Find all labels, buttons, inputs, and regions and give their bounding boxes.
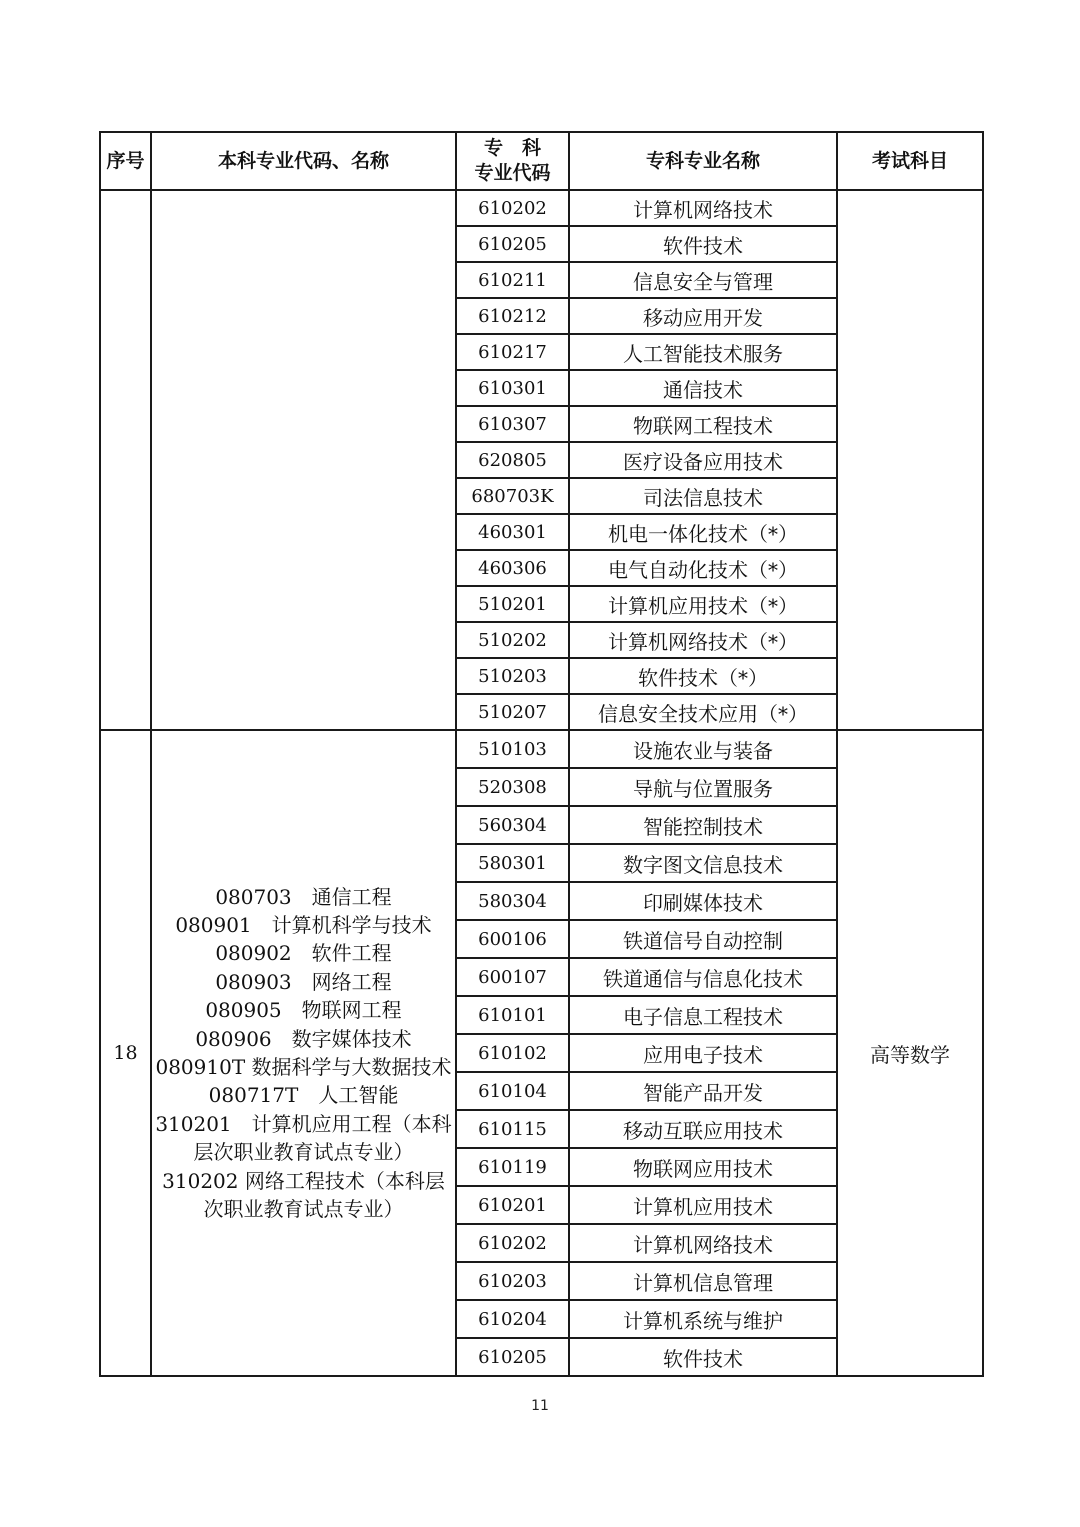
junior-major-code: 510203 bbox=[456, 658, 569, 694]
junior-major-name: 医疗设备应用技术 bbox=[569, 442, 837, 478]
bachelor-major-line: 310201 计算机应用工程（本科 bbox=[155, 1111, 452, 1136]
header-junior-code bbox=[456, 132, 569, 190]
header-seq: 序号 bbox=[100, 132, 151, 190]
header-subject: 考试科目 bbox=[837, 132, 983, 190]
junior-major-code: 510202 bbox=[456, 622, 569, 658]
header-junior-name: 专科专业名称 bbox=[569, 132, 837, 190]
junior-major-code: 460301 bbox=[456, 514, 569, 550]
junior-major-code: 510103 bbox=[456, 730, 569, 768]
bachelor-major-line: 080905 物联网工程 bbox=[205, 998, 402, 1023]
junior-major-name: 印刷媒体技术 bbox=[569, 882, 837, 920]
junior-major-name: 电气自动化技术（*） bbox=[569, 550, 837, 586]
junior-major-code: 600106 bbox=[456, 920, 569, 958]
junior-major-code: 520308 bbox=[456, 768, 569, 806]
junior-major-code: 610205 bbox=[456, 226, 569, 262]
junior-major-name: 电子信息工程技术 bbox=[569, 996, 837, 1034]
bachelor-majors-cell bbox=[151, 190, 456, 730]
junior-major-name: 计算机网络技术（*） bbox=[569, 622, 837, 658]
junior-major-code: 610203 bbox=[456, 1262, 569, 1300]
junior-major-name: 移动互联应用技术 bbox=[569, 1110, 837, 1148]
junior-major-name: 导航与位置服务 bbox=[569, 768, 837, 806]
table-header-row bbox=[100, 132, 983, 190]
junior-major-name: 智能控制技术 bbox=[569, 806, 837, 844]
junior-major-name: 计算机应用技术 bbox=[569, 1186, 837, 1224]
bachelor-majors-cell bbox=[151, 730, 456, 1376]
junior-major-name: 通信技术 bbox=[569, 370, 837, 406]
junior-major-name: 移动应用开发 bbox=[569, 298, 837, 334]
bachelor-major-line: 080902 软件工程 bbox=[215, 941, 392, 966]
junior-major-code: 680703K bbox=[456, 478, 569, 514]
bachelor-major-line: 080910T 数据科学与大数据技术 bbox=[155, 1055, 452, 1079]
junior-major-code: 610204 bbox=[456, 1300, 569, 1338]
header-bachelor: 本科专业代码、名称 bbox=[151, 132, 456, 190]
bachelor-major-line: 080901 计算机科学与技术 bbox=[175, 912, 432, 937]
junior-major-name: 智能产品开发 bbox=[569, 1072, 837, 1110]
junior-major-name: 信息安全技术应用（*） bbox=[569, 694, 837, 730]
junior-major-name: 铁道通信与信息化技术 bbox=[569, 958, 837, 996]
junior-major-code: 610202 bbox=[456, 190, 569, 226]
junior-major-name: 应用电子技术 bbox=[569, 1034, 837, 1072]
junior-major-name: 计算机网络技术 bbox=[569, 190, 837, 226]
bachelor-major-line: 310202 网络工程技术（本科层 bbox=[162, 1168, 445, 1193]
junior-major-code: 610119 bbox=[456, 1148, 569, 1186]
junior-major-name: 软件技术 bbox=[569, 226, 837, 262]
bachelor-major-line: 次职业教育试点专业） bbox=[203, 1197, 404, 1222]
exam-subject-cell: 高等数学 bbox=[837, 730, 983, 1376]
junior-major-code: 610211 bbox=[456, 262, 569, 298]
junior-major-name: 物联网工程技术 bbox=[569, 406, 837, 442]
junior-major-name: 设施农业与装备 bbox=[569, 730, 837, 768]
header-junior-code-line2: 专业代码 bbox=[474, 162, 551, 184]
bachelor-major-line: 080903 网络工程 bbox=[215, 969, 392, 994]
junior-major-name: 司法信息技术 bbox=[569, 478, 837, 514]
group-continued bbox=[100, 190, 983, 730]
junior-major-code: 510207 bbox=[456, 694, 569, 730]
exam-subject-cell bbox=[837, 190, 983, 730]
junior-major-name: 软件技术 bbox=[569, 1338, 837, 1376]
junior-major-code: 610307 bbox=[456, 406, 569, 442]
bachelor-major-line: 层次职业教育试点专业） bbox=[193, 1140, 414, 1165]
junior-major-name: 计算机信息管理 bbox=[569, 1262, 837, 1300]
junior-major-name: 信息安全与管理 bbox=[569, 262, 837, 298]
junior-major-code: 460306 bbox=[456, 550, 569, 586]
junior-major-code: 600107 bbox=[456, 958, 569, 996]
junior-major-code: 610212 bbox=[456, 298, 569, 334]
seq-cell: 18 bbox=[100, 730, 151, 1376]
seq-cell bbox=[100, 190, 151, 730]
junior-major-code: 620805 bbox=[456, 442, 569, 478]
junior-major-name: 铁道信号自动控制 bbox=[569, 920, 837, 958]
bachelor-major-line: 080717T 人工智能 bbox=[208, 1083, 399, 1108]
junior-major-code: 610101 bbox=[456, 996, 569, 1034]
junior-major-code: 610301 bbox=[456, 370, 569, 406]
major-table bbox=[99, 131, 984, 1377]
junior-major-code: 610201 bbox=[456, 1186, 569, 1224]
bachelor-major-line: 080703 通信工程 bbox=[215, 884, 392, 909]
bachelor-major-line: 080906 数字媒体技术 bbox=[195, 1026, 412, 1051]
junior-major-code: 610202 bbox=[456, 1224, 569, 1262]
junior-major-name: 计算机系统与维护 bbox=[569, 1300, 837, 1338]
junior-major-name: 计算机网络技术 bbox=[569, 1224, 837, 1262]
junior-major-code: 610205 bbox=[456, 1338, 569, 1376]
junior-major-name: 软件技术（*） bbox=[569, 658, 837, 694]
junior-major-name: 机电一体化技术（*） bbox=[569, 514, 837, 550]
table-row bbox=[100, 190, 983, 226]
junior-major-code: 560304 bbox=[456, 806, 569, 844]
junior-major-name: 物联网应用技术 bbox=[569, 1148, 837, 1186]
junior-major-name: 计算机应用技术（*） bbox=[569, 586, 837, 622]
page-number: 11 bbox=[531, 1398, 549, 1414]
header-junior-code-line1: 专 科 bbox=[483, 137, 541, 159]
junior-major-code: 580301 bbox=[456, 844, 569, 882]
junior-major-code: 610104 bbox=[456, 1072, 569, 1110]
junior-major-name: 人工智能技术服务 bbox=[569, 334, 837, 370]
junior-major-code: 610102 bbox=[456, 1034, 569, 1072]
junior-major-code: 610217 bbox=[456, 334, 569, 370]
group-18 bbox=[100, 730, 983, 1376]
junior-major-code: 510201 bbox=[456, 586, 569, 622]
table-row bbox=[100, 730, 983, 768]
junior-major-code: 610115 bbox=[456, 1110, 569, 1148]
junior-major-name: 数字图文信息技术 bbox=[569, 844, 837, 882]
junior-major-code: 580304 bbox=[456, 882, 569, 920]
